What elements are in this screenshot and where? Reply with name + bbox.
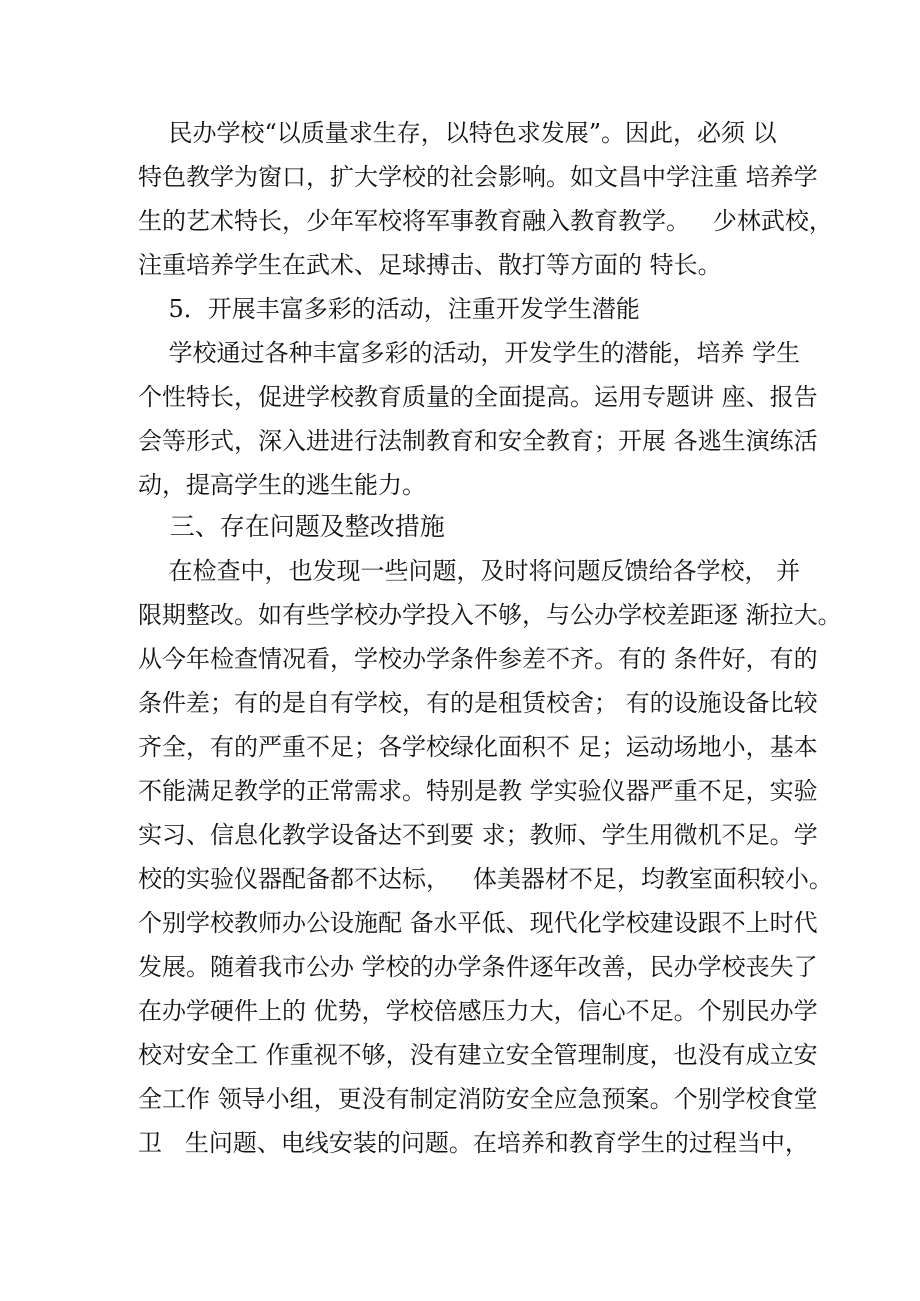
paragraph-1-line-4: 注重培养学生在武术、足球搏击、散打等方面的 特长。	[138, 251, 722, 279]
paragraph-3-line-1: 在检查中，也发现一些问题，及时将问题反馈给各学校， 并	[138, 557, 801, 585]
paragraph-3-line-14: 卫 生问题、电线安装的问题。在培养和教育学生的过程当中，	[138, 1129, 809, 1157]
paragraph-3-line-5: 齐全，有的严重不足；各学校绿化面积不 足；运动场地小，基本	[138, 733, 818, 761]
paragraph-1-line-2: 特色教学为窗口，扩大学校的社会影响。如文昌中学注重 培养学	[138, 163, 818, 191]
paragraph-2-line-4: 动，提高学生的逃生能力。	[138, 471, 426, 499]
section-3-heading: 三、存在问题及整改措施	[138, 512, 445, 541]
paragraph-2-line-2: 个性特长，促进学校教育质量的全面提高。运用专题讲 座、报告	[138, 383, 818, 411]
paragraph-3-line-13: 全工作 领导小组，更没有制定消防安全应急预案。个别学校食堂	[138, 1085, 818, 1113]
paragraph-3-line-9: 个别学校教师办公设施配 备水平低、现代化学校建设跟不上时代	[138, 909, 818, 937]
paragraph-3-line-3: 从今年检查情况看，学校办学条件参差不齐。有的 条件好，有的	[138, 645, 818, 673]
paragraph-3-line-2: 限期整改。如有些学校办学投入不够，与公办学校差距逐 渐拉大。	[138, 601, 842, 629]
paragraph-3-line-10: 发展。随着我市公办 学校的办学条件逐年改善，民办学校丧失了	[138, 953, 818, 981]
paragraph-3-line-8: 校的实验仪器配备都不达标， 体美器材不足，均教室面积较小。	[138, 865, 833, 893]
paragraph-3-line-7: 实习、信息化教学设备达不到要 求；教师、学生用微机不足。学	[138, 821, 818, 849]
section-5-heading: 5．开展丰富多彩的活动，注重开发学生潜能	[138, 295, 640, 323]
paragraph-2-line-1: 学校通过各种丰富多彩的活动，开发学生的潜能，培养 学生	[138, 339, 801, 367]
paragraph-1-line-3: 生的艺术特长，少年军校将军事教育融入教育教学。 少林武校，	[138, 207, 833, 235]
paragraph-3-line-4: 条件差；有的是自有学校，有的是租赁校舍； 有的设施设备比较	[138, 689, 818, 717]
paragraph-1-line-1: 民办学校“以质量求生存，以特色求发展”。因此，必须 以	[138, 119, 777, 147]
paragraph-3-line-6: 不能满足教学的正常需求。特别是教 学实验仪器严重不足，实验	[138, 777, 818, 805]
paragraph-3-line-11: 在办学硬件上的 优势，学校倍感压力大，信心不足。个别民办学	[138, 997, 818, 1025]
paragraph-2-line-3: 会等形式，深入进进行法制教育和安全教育；开展 各逃生演练活	[138, 427, 818, 455]
paragraph-3-line-12: 校对安全工 作重视不够，没有建立安全管理制度，也没有成立安	[138, 1041, 818, 1069]
